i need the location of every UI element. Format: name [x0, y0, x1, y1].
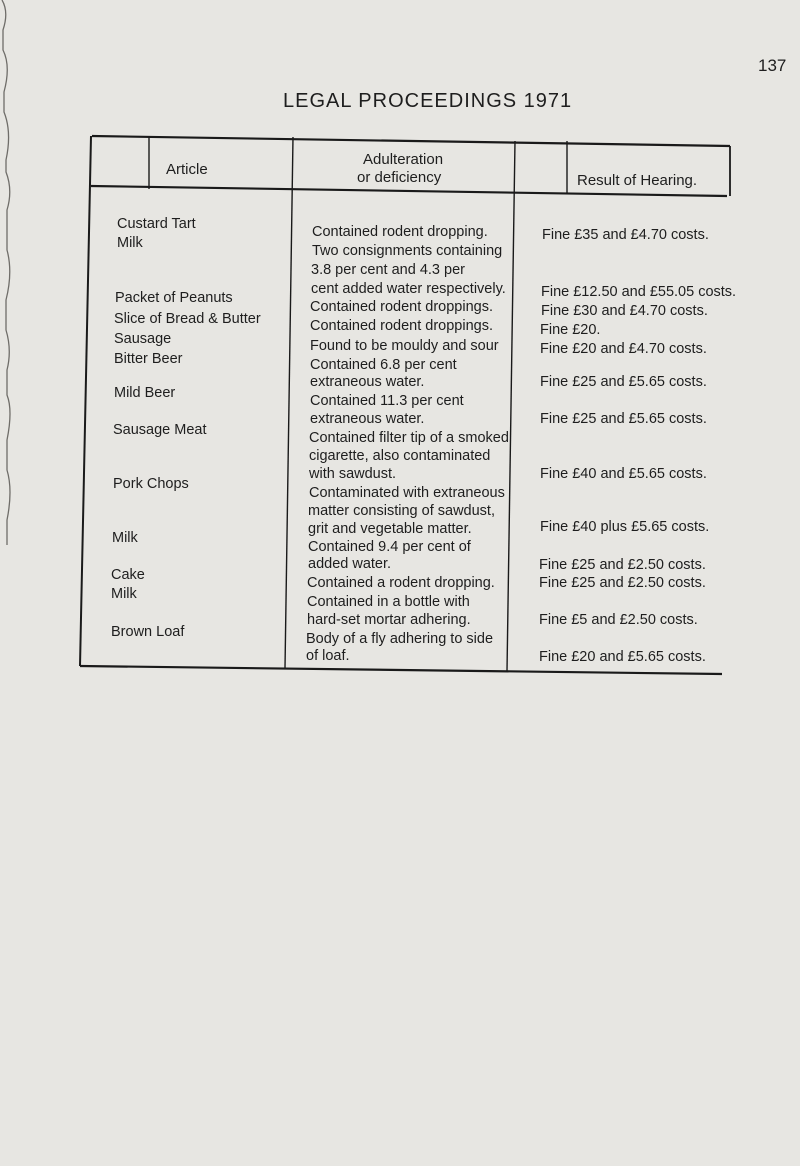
adulteration-line: 3.8 per cent and 4.3 per: [311, 262, 465, 278]
result-cell: Fine £40 plus £5.65 costs.: [540, 519, 710, 535]
article-cell: Cake: [111, 567, 145, 583]
result-cell: Fine £40 and £5.65 costs.: [540, 466, 707, 482]
article-cell: Custard Tart: [117, 216, 196, 232]
result-cell: Fine £30 and £4.70 costs.: [541, 303, 708, 319]
adulteration-line: extraneous water.: [310, 374, 425, 390]
adulteration-line: Contained a rodent dropping.: [307, 575, 495, 591]
header-adulteration-line1: Adulteration: [363, 151, 444, 168]
adulteration-line: cigarette, also contaminated: [309, 448, 491, 464]
adulteration-line: with sawdust.: [309, 466, 397, 482]
adulteration-line: added water.: [308, 556, 392, 572]
adulteration-line: of loaf.: [306, 648, 350, 664]
result-cell: Fine £5 and £2.50 costs.: [539, 612, 698, 628]
result-cell: Fine £25 and £5.65 costs.: [540, 374, 707, 390]
header-adulteration-line2: or deficiency: [357, 169, 442, 186]
adulteration-line: hard-set mortar adhering.: [307, 612, 471, 628]
article-cell: Pork Chops: [113, 476, 189, 492]
result-cell: Fine £25 and £2.50 costs.: [539, 557, 706, 573]
result-cell: Fine £35 and £4.70 costs.: [542, 227, 709, 243]
binding-edge: [0, 0, 16, 560]
adulteration-line: Two consignments containing: [312, 243, 503, 259]
adulteration-line: Contained rodent droppings.: [310, 299, 493, 315]
adulteration-line: Contained 9.4 per cent of: [308, 539, 471, 555]
page-title: LEGAL PROCEEDINGS 1971: [283, 90, 573, 112]
adulteration-line: Contaminated with extraneous: [309, 485, 505, 501]
header-article: Article: [166, 161, 208, 178]
article-cell: Sausage Meat: [113, 422, 207, 438]
adulteration-line: Contained 6.8 per cent: [310, 357, 457, 373]
adulteration-line: grit and vegetable matter.: [308, 521, 472, 537]
article-cell: Packet of Peanuts: [115, 290, 233, 306]
adulteration-line: Contained rodent dropping.: [312, 224, 488, 240]
article-cell: Milk: [117, 235, 143, 251]
article-cell: Slice of Bread & Butter: [114, 311, 261, 327]
adulteration-line: Contained rodent droppings.: [310, 318, 493, 334]
result-cell: Fine £20.: [540, 322, 601, 338]
adulteration-line: Found to be mouldy and sour: [310, 338, 499, 354]
article-cell: Sausage: [114, 331, 172, 347]
adulteration-line: cent added water respectively.: [311, 281, 506, 297]
result-cell: Fine £25 and £5.65 costs.: [540, 411, 707, 427]
page-number: 137: [758, 56, 787, 75]
header-result: Result of Hearing.: [577, 172, 698, 189]
result-cell: Fine £12.50 and £55.05 costs.: [541, 284, 737, 300]
adulteration-line: Contained filter tip of a smoked: [309, 430, 509, 446]
article-cell: Milk: [112, 530, 138, 546]
article-cell: Brown Loaf: [111, 624, 185, 640]
article-cell: Bitter Beer: [114, 351, 183, 367]
adulteration-line: matter consisting of sawdust,: [308, 503, 495, 519]
article-cell: Milk: [111, 586, 137, 602]
result-cell: Fine £20 and £4.70 costs.: [540, 341, 707, 357]
result-cell: Fine £25 and £2.50 costs.: [539, 575, 706, 591]
adulteration-line: Contained 11.3 per cent: [310, 393, 464, 409]
result-cell: Fine £20 and £5.65 costs.: [539, 649, 706, 665]
adulteration-line: extraneous water.: [310, 411, 425, 427]
adulteration-line: Body of a fly adhering to side: [306, 631, 494, 647]
adulteration-line: Contained in a bottle with: [307, 594, 470, 610]
article-cell: Mild Beer: [114, 385, 176, 401]
